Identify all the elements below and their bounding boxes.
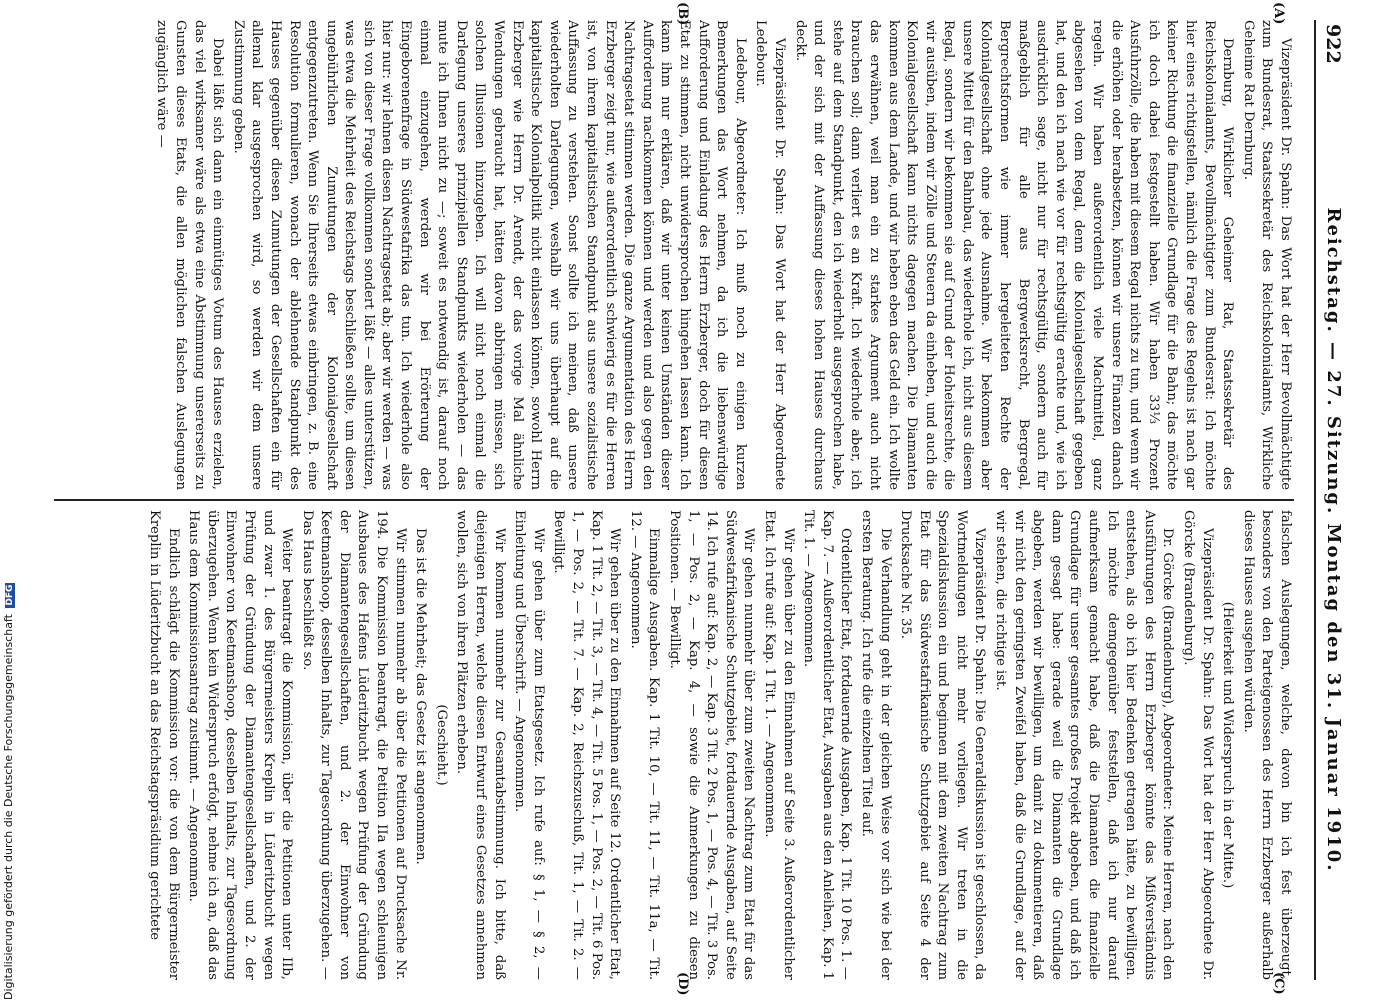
paragraph: Ledebour, Abgeordneter: Ich muß noch zu einigen kurzen Bemerkungen das Wort nehmen, da ich die liebenswürdige Aufforderung und Einladung des Herrn Erzberger, doch für diesen Etat zu stimmen, nicht unwidersprochen hingehen lassen kann. Ich kann ihm nur erklären, daß wir unter keinen Umständen dieser Aufforderung nachkommen können und werden und also gegen den Nachtragsetat stimmen werden. Die ganze Argumentation des Herrn Erzberger zeigt nur, wie außerordentlich schwierig es für die Herren ist, von ihrem kapitalistischen Standpunkt aus unsere sozialistische Auffassung zu verstehen. Sonst sollte ich meinen, daß unsere wiederholten Darlegungen, weshalb wir uns überhaupt auf die kapitalistische Kolonialpolitik nicht einlassen können, sowohl Herrn Erzberger wie Herrn Dr. Arendt, der das vorige Mal ähnliche Wendungen gebraucht hat, hätten davon abbringen müssen, sich solchen Illusionen hinzugeben. Ich will nicht noch einmal die Darlegung unseres prinzipiellen Standpunkts wiederholen — das mute ich Ihnen nicht zu —; soweit es notwendig ist, darauf noch einmal einzugehen, werden wir bei Erörterung der Eingeborenenfrage in Südwestafrika das tun. Ich wiederhole also hier nur: wir lehnen diesen Nachtragsetat ab; aber wir werden — was sich von dieser Frage vollkommen sondert läßt — alles unterstützen, was etwa die Mehrheit des Reichstags beschließen sollte, um diesen ungebührlichen Zumutungen der Kolonialgesellschaft entgegenzutreten. Wenn Sie Ihrerseits etwas einbringen, z. B. eine Resolution formulieren, wonach der ablehnende Standpunkt des Hauses gegenüber diesen Zumutungen der Gesellschaften ein für allemal klar ausgesprochen wird, so werden wir dem unsere Zustimmung geben. <box>230 20 748 490</box>
right-column <box>54 510 1294 980</box>
margin-mark-c: (C) <box>1271 972 1286 995</box>
paragraph: Wir gehen über zum Etatsgesetz. Ich rufe auf: § 1, — § 2, — Einleitung und Überschrift. — Angenommen. <box>512 510 546 980</box>
margin-mark-d: (D) <box>675 972 690 996</box>
paragraph: Dr. Görcke (Brandenburg), Abgeordneter: Meine Herren, nach den Ausführungen des Herrn Erzberger könnte das Mißverständnis entstehen, als ob ich hier Bedenken getragen hätte, zu bewilligen. Ich möchte demgegenüber feststellen, daß ich nur darauf aufmerksam gemacht habe, daß die Diamanten die finanzielle Grundlage für unser gesamtes großes Projekt abgeben, und daß ich dann gesagt habe: gerade weil die Diamanten die Grundlage abgeben, werden wir bewilligen, um damit zu dokumentieren, daß wir nicht den geringsten Zweifel haben, daß die Grundlage, auf der wir stehen, die richtige ist. <box>993 510 1176 980</box>
interjection: (Heiterkeit und Widerspruch in der Mitte.) <box>1220 601 1236 889</box>
paragraph: Vizepräsident Dr. Spahn: Das Wort hat der Herr Abgeordnete Dr. Görcke (Brandenburg). <box>1181 510 1215 980</box>
paragraph: Einmalige Ausgaben. Kap. 1 Tit. 10, — Tit. 11, — Tit. 11a, — Tit. 12. — Angenommen. <box>627 510 662 980</box>
paragraph: Das ist die Mehrheit; das Gesetz ist angenommen. <box>413 528 429 865</box>
paragraph: Vizepräsident Dr. Spahn: Die Generaldiskussion ist geschlossen, da Wortmeldungen nicht mehr vorliegen. Wir treten in die Spezialdiskussion ein und beginnen mit dem zweiten Nachtrag zum Etat für das Südwestafrikanische Schutzgebiet auf Seite 4 der Drucksache Nr. 35. <box>898 510 988 980</box>
column-divider <box>54 499 1294 501</box>
paragraph: Dabei läßt sich dann ein einmütiges Votum des Hauses erzielen, das viel wirksamer wäre als etwa eine Abstimmung unsererseits zu Gunsten dieses Etats, die allen möglichen falschen Auslegungen zugänglich wäre — <box>154 20 226 490</box>
paragraph: Wir gehen nunmehr über zum zweiten Nachtrag zum Etat für das Südwestafrikanische Schutzgebiet, fortdauernde Ausgaben, auf Seite 14. Ich rufe auf: Kap. 2, — Kap. 3 Tit. 2 Pos. 1, — Pos. 4, — Tit. 3 Pos. 1, — Pos. 2, — Kap. 4, — sowie die Anmerkungen zu diesen Positionen. — Bewilligt. <box>667 510 757 980</box>
paragraph: Ordentlicher Etat, fortdauernde Ausgaben, Kap. 1 Tit. 10 Pos. 1. — Kap. 7. — Außerordentlicher Etat, Ausgaben aus den Anleihen, Kap. 1 Tit. 1. — Angenommen. <box>801 510 854 980</box>
paragraph: Endlich schlägt die Kommission vor: die von dem Bürgermeister Kreplin in Lüderitzbucht an das Reichstagspräsidium gerichtete <box>146 510 181 980</box>
page-header <box>1294 0 1350 1000</box>
paragraph: Weiter beantragt die Kommission, über die Petitionen unter IIb, und zwar 1. des Bürgermeisters Kreplin in Lüderitzbucht wegen Prüfung der Gründung der Diamantengesellschaften, und 2. der Einwohner von Keetmanshoop, desselben Inhalts, zur Tagesordnung überzugehen. Wenn kein Widerspruch erfolgt, nehme ich an, daß das Haus dem Kommissionsantrag zustimmt. — Angenommen. <box>186 510 295 980</box>
header-rule <box>1314 20 1316 980</box>
paragraph: Vizepräsident Dr. Spahn: Das Wort hat der Herr Abgeordnete Ledebour. <box>753 20 787 490</box>
paragraph: Vizepräsident Dr. Spahn: Das Wort hat der Herr Bevollmächtigte zum Bundesrat, Staatssekretär des Reichskolonialamts, Wirkliche Geheime Rat Dernburg. <box>1240 20 1293 490</box>
margin-mark-a: (A) <box>1271 2 1286 25</box>
page-title: Reichstag. — 27. Sitzung. Montag den 31. Januar 1910. <box>1323 207 1344 873</box>
margin-mark-b: (B) <box>675 2 690 26</box>
rotated-page <box>40 0 1350 1000</box>
paragraph: Dernburg, Wirklicher Geheimer Rat, Staatssekretär des Reichskolonialamts, Bevollmächtigter zum Bundesrat: Ich möchte hier eines richtigstellen, nämlich die Frage des Regelns ist nach gar keiner Richtung die finanzielle Grundlage für die Bahn; das möchte ich doch dabei festgestellt haben. Wir haben 33⅓ Prozent Ausfuhrzölle, die haben mit diesem Regal nichts zu tun, und wenn wir die erhöhen oder herabsetzen, können wir unsere Finanzen danach regeln. Wir haben außerordentlich viele Machtmittel, ganz abgesehen von dem Regal, denn die Kolonialgesellschaft gegeben hat, und den ich nach wie vor für rechtsgültig erachte und, wie ich ausdrücklich sage, nicht nur für rechtsgültig, sondern auch für maßgeblich für alle aus Bergwerksrecht, Bergregal, Bergrechtsformen wie immer hergeleiteten Rechte der Kolonialgesellschaft ohne jede Ausnahme. Wir bekommen aber unsere Mittel für den Bahnbau, das wiederhole ich, nicht aus diesem Regal, sondern wir bekommen sie auf Grund der Hoheitsrechte, die wir ausüben, indem wir Zölle und Steuern da einheben, und auch die Kolonialgesellschaft kann nichts dagegen machen. Die Diamanten kommen aus dem Lande, und wir heben eben das Geld ein. Ich wollte das erwähnen, weil man ein zu starkes Argument auch nicht brauchen soll; dann verliert es an Kraft. Ich wiederhole aber, ich stehe auf dem Standpunkt, den ich wiederholt ausgesprochen habe, und der sich mit der Auffassung dieses hohen Hauses durchaus deckt. <box>792 20 1236 490</box>
paragraph: falschen Auslegungen, welche, davon bin ich fest überzeugt, besonders von den Parteigenossen des Herrn Erzberger außerhalb dieses Hauses ausgehen würden. <box>1240 510 1293 980</box>
paragraph: Die Verhandlung geht in der gleichen Weise vor sich wie bei der ersten Beratung. Ich rufe die einzelnen Titel auf. <box>858 510 893 980</box>
dfg-logo: DFG <box>5 584 15 606</box>
paragraph: Wir gehen über zu den Einnahmen auf Seite 3. Außerordentlicher Etat. Ich rufe auf: Kap. 1 Tit. 1. — Angenommen. <box>761 510 796 980</box>
digitization-credit <box>2 583 15 1000</box>
paragraph: Wir stimmen nunmehr ab über die Petitionen auf Drucksache Nr. 194. Die Kommission beantragt, die Petition IIa wegen schleunigen Ausbaues des Hafens Lüderitzbucht wegen Prüfung der Gründung der Diamantengesellschaften, und 2. der Einwohner von Keetmanshoop, desselben Inhalts, zur Tagesordnung überzugehen. — Das Haus beschließt so. <box>299 510 408 980</box>
page-number: 922 <box>1322 24 1344 64</box>
credit-text: Digitalisierung gefördert durch die Deutsche Forschungsgemeinschaft <box>2 614 15 1000</box>
left-column <box>54 20 1294 490</box>
paragraph: Wir kommen nunmehr zur Gesamtabstimmung. Ich bitte, daß diejenigen Herren, welche diesen Entwurf eines Gesetzes annehmen wollen, sich von ihren Plätzen erheben. <box>454 510 507 980</box>
paragraph: Wir gehen über zu den Einnahmen auf Seite 12. Ordentlicher Etat, Kap. 1 Tit. 2, — Tit. 3, — Tit. 4, — Tit. 5 Pos. 1, — Pos. 2, — Tit. 6 Pos. 1, — Pos. 2, — Tit. 7. — Kap. 2, Reichszuschuß, Tit. 1, — Tit. 2. — Bewilligt. <box>551 510 623 980</box>
interjection: (Geschieht.) <box>433 704 449 786</box>
